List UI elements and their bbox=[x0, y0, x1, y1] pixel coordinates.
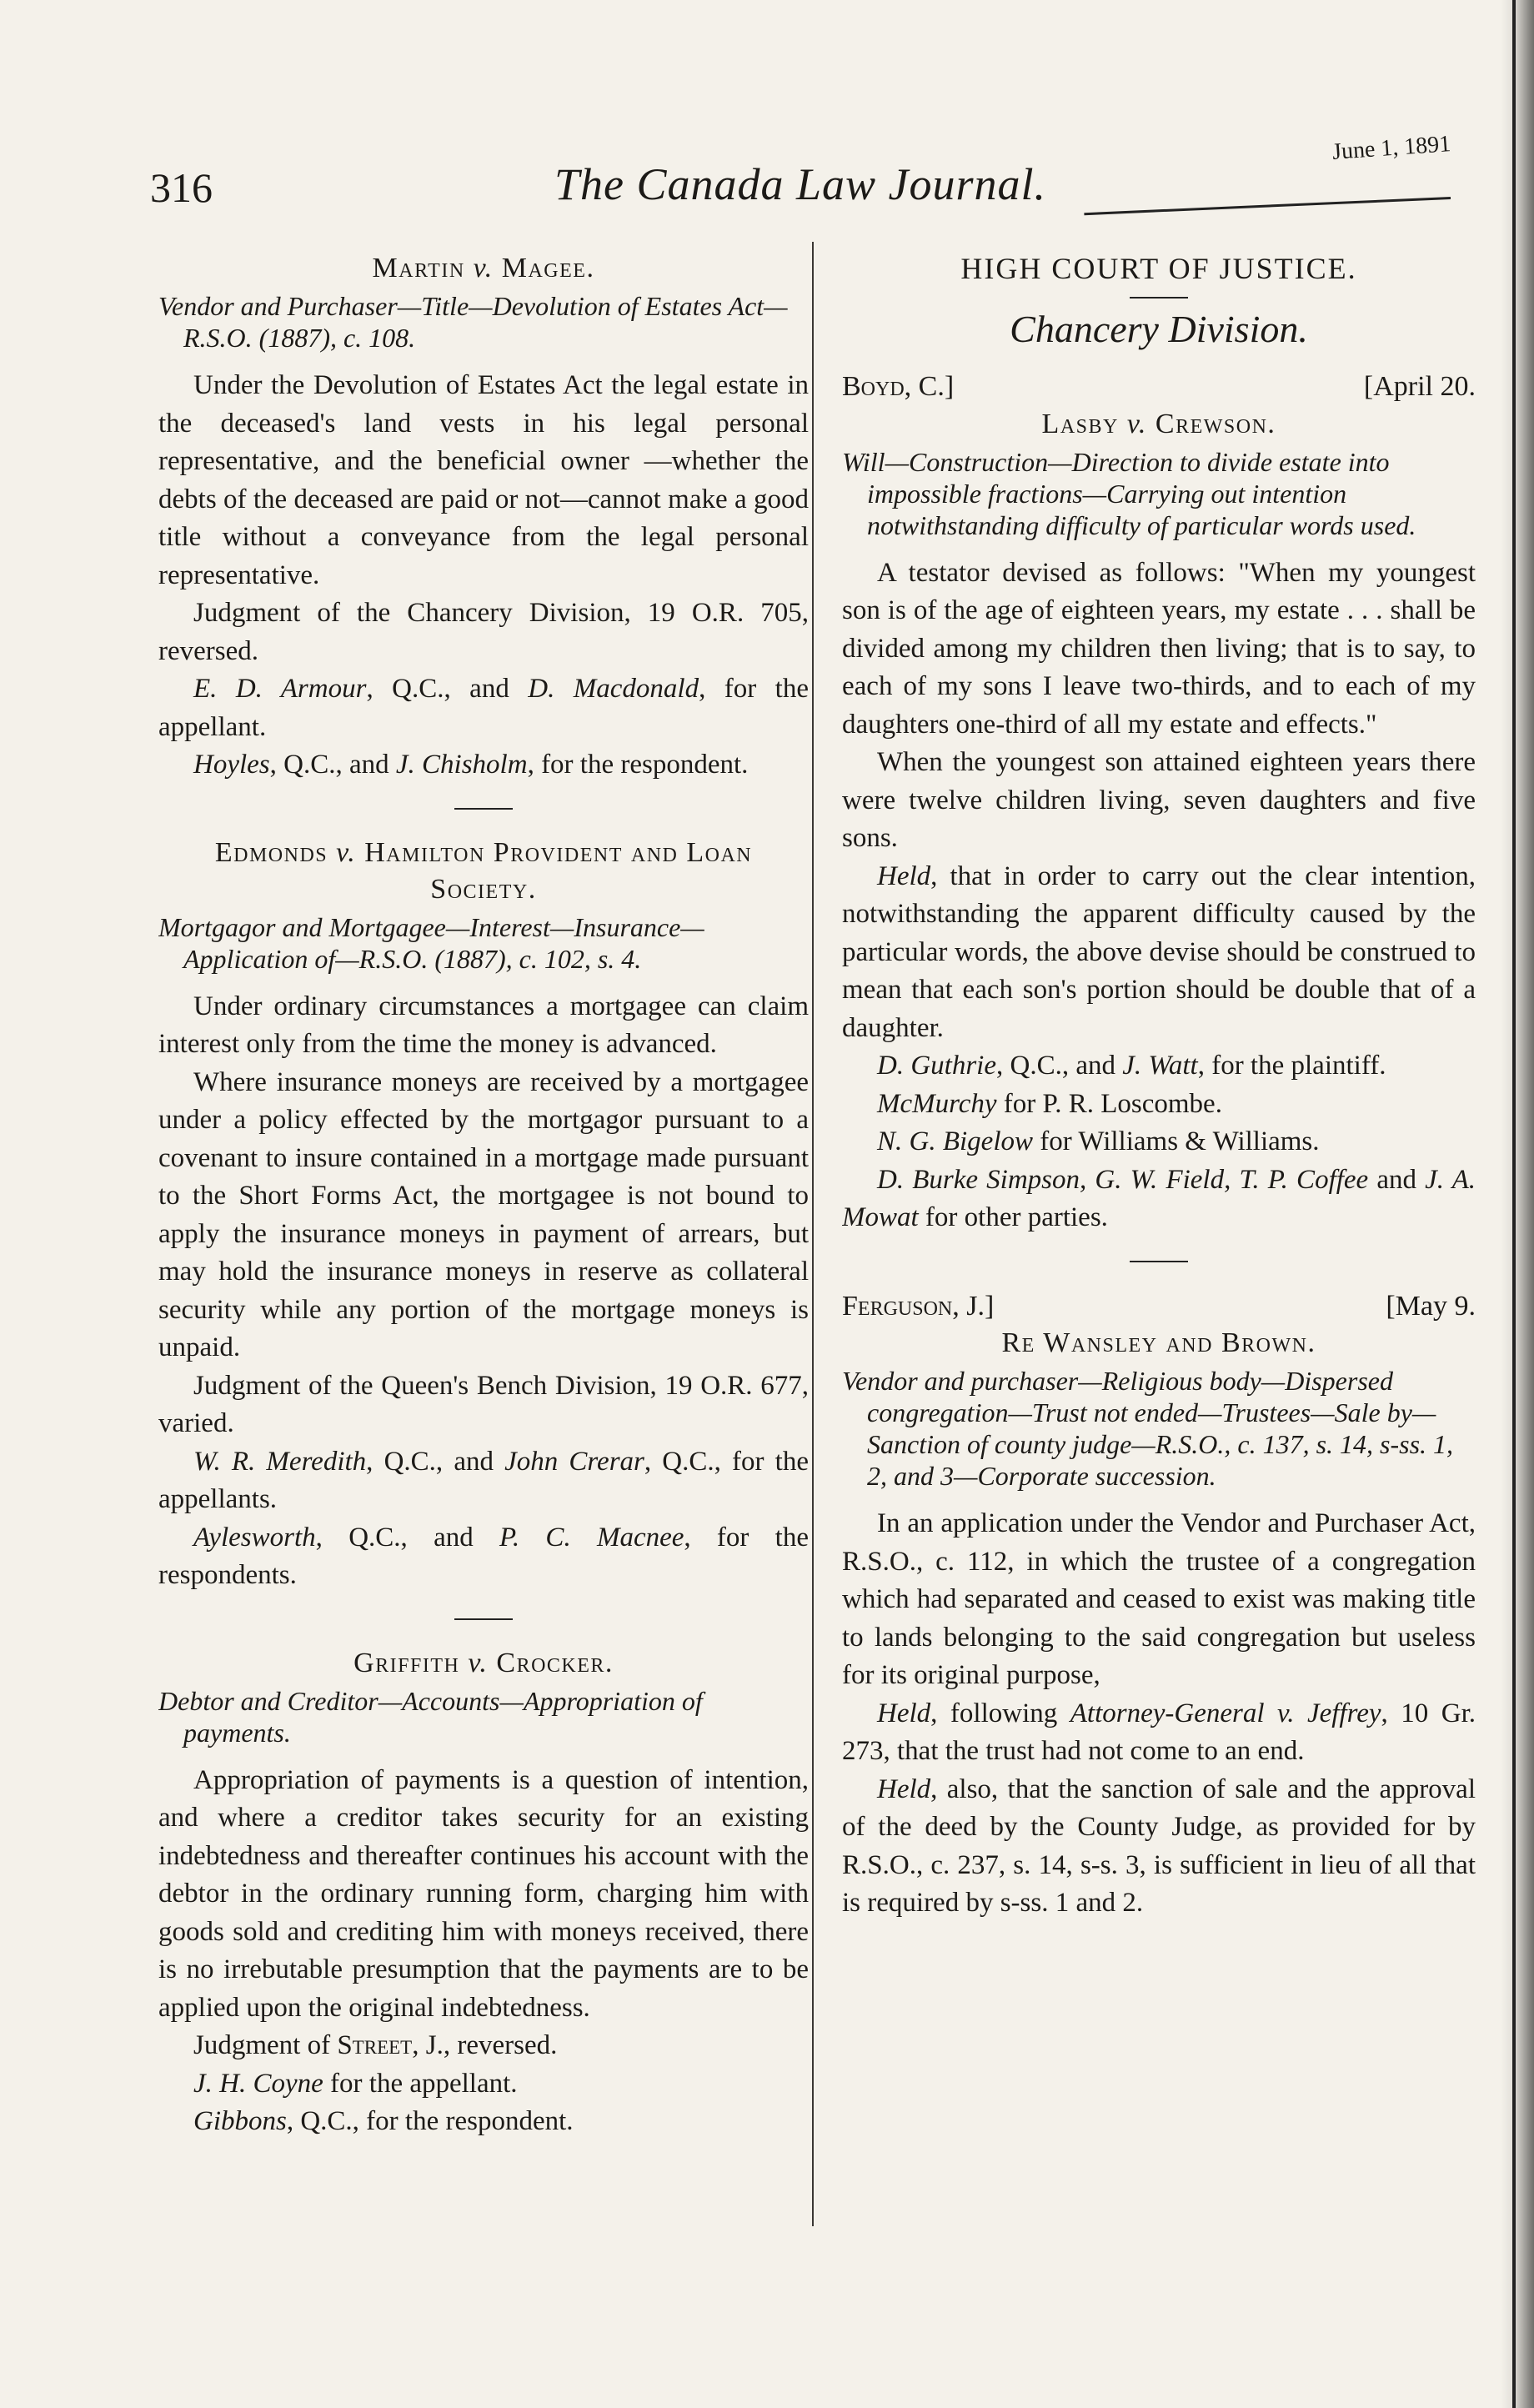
paragraph-text: , also, that the sanction of sale and the approval of the deed by the County Judge, as provided for by R.S.O., c. 237, s. 14, s-s. 3, is sufficient in lieu of all that is required by s-ss. 1 and 2. bbox=[842, 1773, 1476, 1918]
decision-date: [April 20. bbox=[1363, 371, 1476, 402]
paragraph: Judgment of the Chancery Division, 19 O.R. 705, reversed. bbox=[158, 598, 809, 666]
case-party: Lasby bbox=[1041, 408, 1119, 439]
case-versus: v. bbox=[468, 1647, 489, 1678]
counsel-name: Hoyles bbox=[193, 750, 270, 780]
case-party: Crocker. bbox=[496, 1647, 614, 1678]
counsel-text: , for the respondent. bbox=[527, 750, 749, 780]
case-title bbox=[158, 1645, 809, 1682]
counsel-line bbox=[842, 1123, 1476, 1161]
paragraph bbox=[842, 1695, 1476, 1771]
counsel-text: , for the plaintiff. bbox=[1197, 1051, 1386, 1081]
counsel-name: J. Watt bbox=[1122, 1051, 1198, 1081]
head-note: Will—Construction—Direction to divide estate into impossible fractions—Carrying out intention notwithstanding difficulty of particular words used. bbox=[842, 446, 1416, 540]
case-title bbox=[158, 835, 809, 908]
counsel-line bbox=[158, 670, 809, 746]
column-divider bbox=[812, 242, 814, 2226]
paragraph-text: , J., reversed. bbox=[412, 2030, 558, 2060]
counsel-name: John Crerar bbox=[504, 1446, 644, 1477]
section-separator bbox=[1130, 297, 1188, 298]
case-lasby-v-crewson bbox=[842, 368, 1476, 1237]
head-note: Vendor and purchaser—Religious body—Dispersed congregation—Trust not ended—Trustees—Sale by—Sanction of county judge—R.S.O., c. 137, s. 14, s-ss. 1, 2, and 3—Corporate succession. bbox=[842, 1366, 1454, 1491]
counsel-text: for the appellant. bbox=[323, 2068, 518, 2099]
counsel-name: Aylesworth bbox=[193, 1522, 316, 1553]
judge-line bbox=[842, 1287, 1476, 1326]
paragraph: Under the Devolution of Estates Act the legal estate in the deceased's land vests in his legal personal representative, and the beneficial owner —whether the debts of the deceased are paid or not—cannot make a good title without a conveyance from the legal personal representative. bbox=[158, 370, 809, 590]
counsel-line bbox=[158, 2103, 809, 2141]
counsel-text: for other parties. bbox=[918, 1202, 1108, 1232]
judge-name: Street bbox=[337, 2030, 413, 2060]
case-title bbox=[842, 406, 1476, 443]
case-title bbox=[842, 1325, 1476, 1362]
head-note: Vendor and Purchaser—Title—Devolution of Estates Act—R.S.O. (1887), c. 108. bbox=[158, 291, 788, 353]
paragraph-text: Judgment of bbox=[193, 2030, 338, 2060]
paragraph-text: , that in order to carry out the clear intention, notwithstanding the apparent difficulty caused by the particular words, the above devise should be construed to mean that each son's portion should be double that of a daughter. bbox=[842, 860, 1476, 1043]
case-versus: v. bbox=[336, 836, 357, 868]
case-versus: v. bbox=[473, 253, 494, 283]
paragraph: A testator devised as follows: "When my youngest son is of the age of eighteen years, my estate . . . shall be divided among my children then living; that is to say, to each of my sons I leave two-thirds, and to each of my daughters one-third of all my estate and effects." bbox=[842, 557, 1476, 740]
head-note: Debtor and Creditor—Accounts—Appropriation of payments. bbox=[158, 1685, 703, 1748]
case-party: Magee. bbox=[501, 253, 595, 283]
counsel-line bbox=[158, 1443, 809, 1519]
counsel-name: E. D. Armour bbox=[193, 674, 367, 704]
case-party: Crewson. bbox=[1155, 408, 1276, 439]
counsel-text: , Q.C., and bbox=[366, 1446, 505, 1477]
right-column bbox=[842, 250, 1476, 2235]
left-column bbox=[158, 250, 809, 2235]
journal-title: The Canada Law Journal. bbox=[554, 159, 1047, 209]
paragraph-text: , 10 Gr. 273, that the trust had not come to an end. bbox=[842, 1698, 1476, 1766]
section-separator bbox=[454, 808, 513, 810]
section-separator bbox=[1130, 1261, 1188, 1262]
counsel-text: , Q.C., and bbox=[315, 1522, 499, 1553]
counsel-text: , Q.C., and bbox=[366, 674, 529, 704]
counsel-line bbox=[842, 1161, 1476, 1237]
paragraph bbox=[842, 1771, 1476, 1923]
counsel-name: J. A. Mowat bbox=[842, 1164, 1476, 1232]
counsel-text: , Q.C., for the appellants. bbox=[158, 1446, 809, 1514]
counsel-line bbox=[842, 1086, 1476, 1124]
counsel-text: , for the respondents. bbox=[158, 1522, 809, 1590]
case-party: Hamilton Provident and Loan Society. bbox=[364, 836, 753, 905]
counsel-line bbox=[158, 1519, 809, 1595]
page-number: 316 bbox=[150, 164, 213, 211]
case-party: Re Wansley and Brown. bbox=[1001, 1327, 1316, 1358]
counsel-line bbox=[158, 746, 809, 785]
counsel-line bbox=[842, 1047, 1476, 1086]
judge-name: Boyd, C.] bbox=[842, 371, 955, 402]
judge-line bbox=[842, 368, 1476, 406]
counsel-name: McMurchy bbox=[877, 1088, 997, 1119]
case-party: Martin bbox=[372, 253, 465, 283]
case-title bbox=[158, 250, 809, 287]
counsel-name: D. Burke Simpson, G. W. Field, T. P. Coffee bbox=[877, 1164, 1369, 1195]
counsel-text: , Q.C., for the respondent. bbox=[286, 2106, 574, 2136]
counsel-name: J. Chisholm bbox=[395, 750, 528, 780]
cited-case: Attorney-General v. Jeffrey bbox=[1070, 1698, 1381, 1728]
page-edge-line bbox=[1512, 0, 1516, 2408]
counsel-name: W. R. Meredith bbox=[193, 1446, 367, 1477]
case-party: Griffith bbox=[353, 1647, 460, 1678]
case-versus: v. bbox=[1126, 408, 1147, 439]
decision-date: [May 9. bbox=[1386, 1290, 1476, 1322]
paragraph: Where insurance moneys are received by a mortgagee under a policy effected by the mortgagor pursuant to a covenant to insure contained in a mortgage made pursuant to the Short Forms Act, the mortgagee is not bound to apply the insurance moneys in payment of arrears, but may hold the insurance moneys in reserve as collateral security while any portion of the mortgage moneys is unpaid. bbox=[158, 1066, 809, 1362]
counsel-text: , Q.C., and bbox=[269, 750, 396, 780]
counsel-text: for Williams & Williams. bbox=[1033, 1126, 1320, 1156]
paragraph bbox=[158, 2027, 809, 2065]
case-re-wansley-and-brown bbox=[842, 1287, 1476, 1923]
counsel-line bbox=[158, 2065, 809, 2104]
counsel-name: J. H. Coyne bbox=[193, 2068, 323, 2099]
case-party: Edmonds bbox=[214, 836, 328, 868]
case-edmonds-v-hamilton bbox=[158, 835, 809, 1595]
counsel-text: and bbox=[1368, 1164, 1426, 1195]
counsel-name: D. Macdonald bbox=[528, 674, 699, 704]
division-title: Chancery Division. bbox=[1010, 307, 1308, 350]
counsel-text: , for the appellant. bbox=[158, 674, 809, 742]
counsel-text: for P. R. Loscombe. bbox=[996, 1088, 1222, 1119]
court-title: HIGH COURT OF JUSTICE. bbox=[960, 252, 1357, 285]
counsel-text: , Q.C., and bbox=[996, 1051, 1123, 1081]
paragraph: In an application under the Vendor and Purchaser Act, R.S.O., c. 112, in which the trustee of a congregation which had separated and ceased to exist was making title to lands belonging to the said congregation but useless for its original purpose, bbox=[842, 1508, 1476, 1690]
paragraph: Judgment of the Queen's Bench Division, 19 O.R. 677, varied. bbox=[158, 1370, 809, 1438]
held-label: Held bbox=[877, 1773, 931, 1804]
counsel-name: Gibbons bbox=[193, 2106, 287, 2136]
paragraph: When the youngest son attained eighteen years there were twelve children living, seven daughters and five sons. bbox=[842, 747, 1476, 853]
paragraph: Under ordinary circumstances a mortgagee can claim interest only from the time the money is advanced. bbox=[158, 991, 809, 1059]
paragraph bbox=[842, 858, 1476, 1048]
paragraph-text: , following bbox=[930, 1698, 1070, 1728]
case-griffith-v-crocker bbox=[158, 1645, 809, 2141]
paragraph: Appropriation of payments is a question of intention, and where a creditor takes security for an existing indebtedness and thereafter continues his account with the debtor in the ordinary running form, charging him with goods sold and crediting him with moneys received, there is no irrebutable presumption that the payments are to be applied upon the original indebtedness. bbox=[158, 1764, 809, 2023]
counsel-name: P. C. Macnee bbox=[499, 1522, 684, 1553]
counsel-name: N. G. Bigelow bbox=[877, 1126, 1033, 1156]
counsel-name: D. Guthrie bbox=[877, 1051, 996, 1081]
head-note: Mortgagor and Mortgagee—Interest—Insurance—Application of—R.S.O. (1887), c. 102, s. 4. bbox=[158, 911, 704, 974]
held-label: Held bbox=[877, 860, 931, 891]
section-separator bbox=[454, 1618, 513, 1620]
held-label: Held bbox=[877, 1698, 931, 1728]
case-martin-v-magee bbox=[158, 250, 809, 785]
page-edge-shadow bbox=[1501, 0, 1534, 2408]
judge-name: Ferguson, J.] bbox=[842, 1290, 995, 1322]
issue-date: June 1, 1891 bbox=[1331, 131, 1451, 165]
